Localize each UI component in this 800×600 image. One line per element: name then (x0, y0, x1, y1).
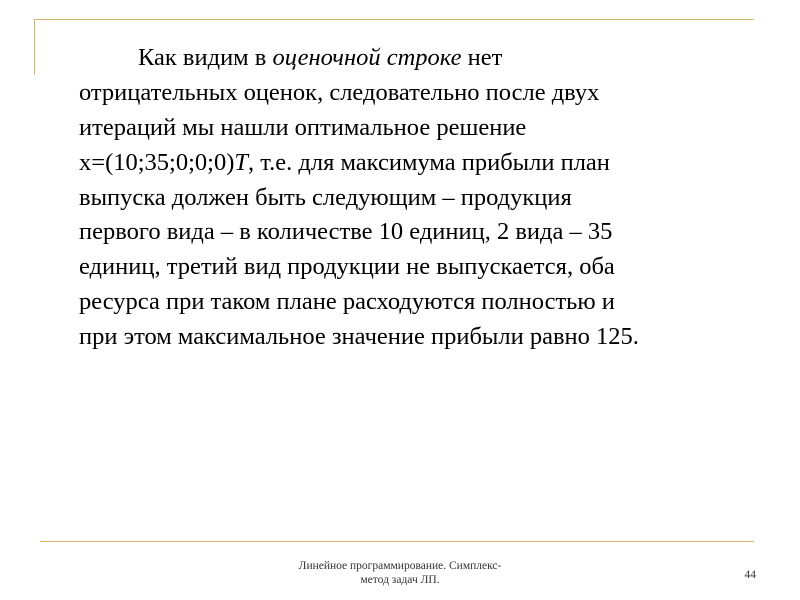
bottom-accent-line (40, 541, 754, 542)
text-line-1 (79, 41, 779, 76)
text-line-6: первого вида – в количестве 10 единиц, 2 вида – 35 (79, 218, 613, 246)
text-line-1-end: нет (461, 44, 503, 71)
text-line-9: при этом максимальное значение прибыли равно 125. (79, 323, 639, 351)
emphasized-term: оценочной строке (272, 44, 462, 71)
text-line-7: единиц, третий вид продукции не выпускается, оба (79, 253, 615, 281)
left-accent-line (34, 19, 35, 75)
text-line-8: ресурса при таком плане расходуются полностью и (79, 288, 615, 316)
text-line-1-start: Как видим в (138, 44, 273, 71)
slide-number: 44 (744, 569, 756, 581)
transpose-symbol: T (234, 148, 249, 176)
top-accent-line (34, 19, 754, 20)
text-line-2: отрицательных оценок, следовательно после двух (79, 78, 600, 106)
slide-body-text (79, 41, 779, 355)
footer-title-line-2: метод задач ЛП. (360, 574, 440, 586)
footer-title-line-1: Линейное программирование. Симплекс- (298, 560, 502, 572)
footer-title (250, 559, 550, 587)
text-line-4 (79, 146, 779, 181)
text-line-4-end: , т.е. для максимума прибыли план (248, 148, 610, 176)
text-line-3: итераций мы нашли оптимальное решение (79, 113, 527, 141)
solution-vector: x=(10;35;0;0;0) (79, 148, 235, 176)
text-line-5: выпуска должен быть следующим – продукция (79, 183, 572, 211)
